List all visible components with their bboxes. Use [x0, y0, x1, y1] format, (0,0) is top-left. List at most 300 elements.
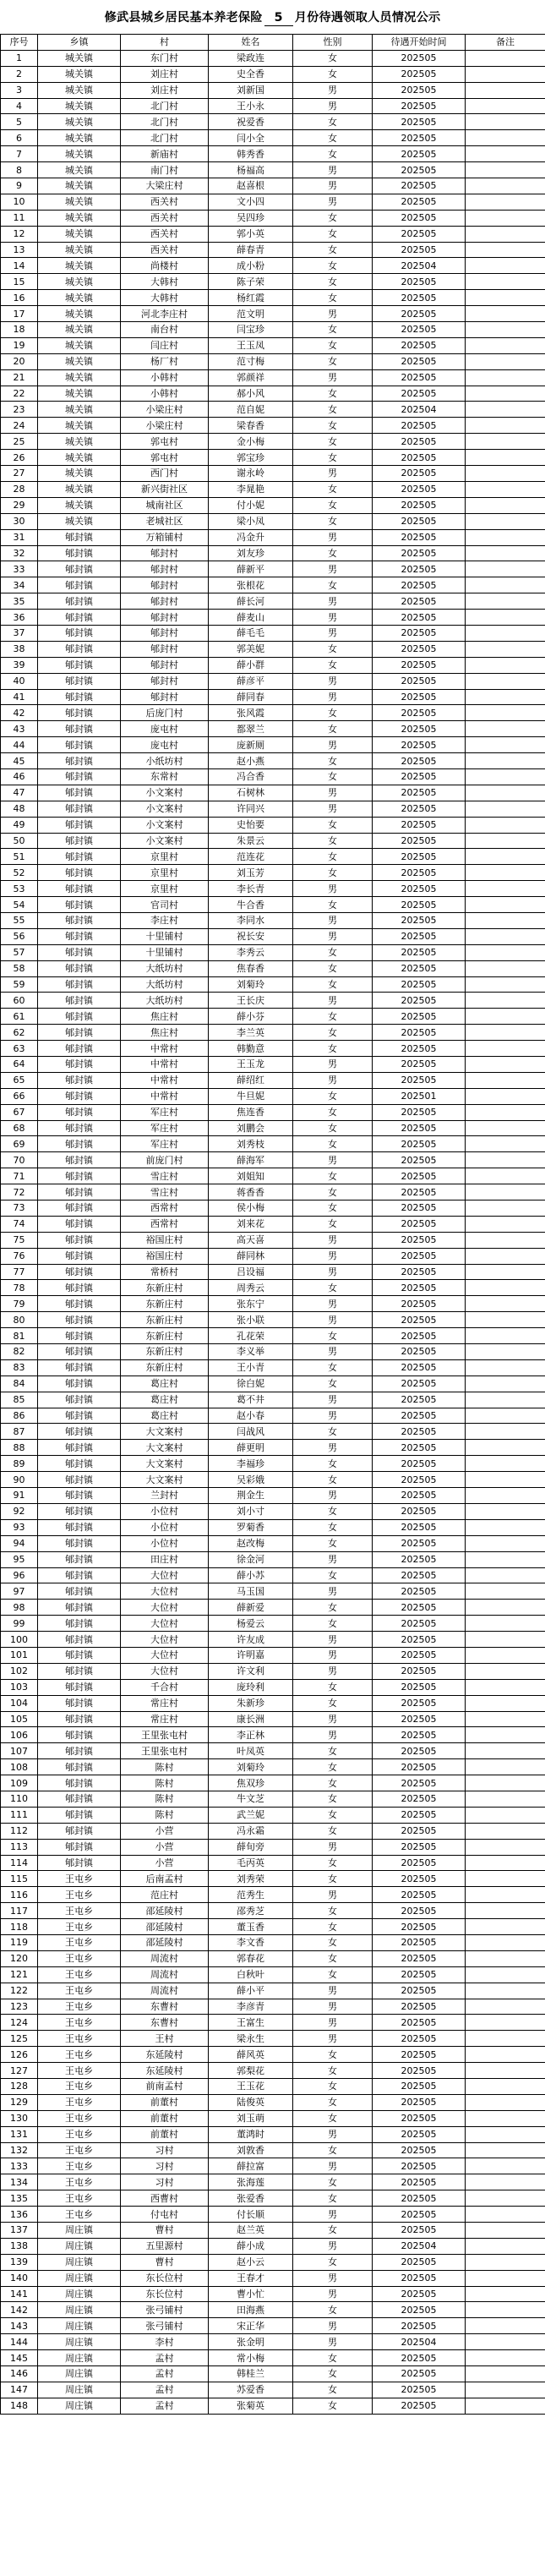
cell-remarks: [466, 1999, 545, 2015]
cell-name: 薛小成: [209, 2238, 293, 2254]
cell-township: 郇封镇: [38, 610, 121, 626]
cell-township: 王屯乡: [38, 2174, 121, 2190]
header-name: 姓名: [209, 35, 293, 51]
cell-index: 106: [1, 1727, 38, 1743]
cell-index: 138: [1, 2238, 38, 2254]
cell-remarks: [466, 337, 545, 353]
cell-gender: 女: [293, 513, 373, 529]
cell-name: 张金明: [209, 2334, 293, 2350]
cell-township: 郇封镇: [38, 1424, 121, 1440]
cell-start-date: 202505: [373, 2126, 466, 2142]
cell-township: 郇封镇: [38, 1472, 121, 1488]
cell-township: 郇封镇: [38, 529, 121, 545]
cell-name: 许友成: [209, 1632, 293, 1648]
cell-name: 冯金升: [209, 529, 293, 545]
cell-gender: 男: [293, 1248, 373, 1264]
cell-township: 城关镇: [38, 337, 121, 353]
cell-township: 城关镇: [38, 450, 121, 466]
cell-gender: 男: [293, 2286, 373, 2302]
cell-township: 周庄镇: [38, 2238, 121, 2254]
cell-start-date: 202505: [373, 865, 466, 881]
table-row: [1, 1983, 545, 1999]
table-row: [1, 2142, 545, 2158]
cell-name: 薛同林: [209, 1248, 293, 1264]
cell-start-date: 202505: [373, 1440, 466, 1456]
cell-gender: 女: [293, 66, 373, 82]
cell-name: 葛不井: [209, 1392, 293, 1408]
cell-name: 荆金生: [209, 1488, 293, 1504]
cell-remarks: [466, 1903, 545, 1919]
cell-village: 前董村: [121, 2094, 209, 2110]
cell-village: 陈村: [121, 1791, 209, 1807]
cell-village: 庞屯村: [121, 737, 209, 753]
cell-gender: 女: [293, 1535, 373, 1551]
table-row: [1, 497, 545, 513]
cell-township: 城关镇: [38, 194, 121, 210]
cell-name: 白秋叶: [209, 1966, 293, 1983]
cell-index: 53: [1, 881, 38, 897]
cell-name: 吕设福: [209, 1264, 293, 1280]
table-row: [1, 290, 545, 306]
cell-township: 郇封镇: [38, 1152, 121, 1168]
cell-gender: 女: [293, 1328, 373, 1344]
cell-name: 张爱香: [209, 2190, 293, 2207]
table-row: [1, 768, 545, 785]
cell-remarks: [466, 1983, 545, 1999]
cell-start-date: 202505: [373, 689, 466, 705]
cell-remarks: [466, 1216, 545, 1232]
cell-name: 韩秀香: [209, 146, 293, 162]
table-row: [1, 1264, 545, 1280]
cell-township: 郇封镇: [38, 1567, 121, 1583]
cell-remarks: [466, 1392, 545, 1408]
cell-remarks: [466, 753, 545, 769]
cell-remarks: [466, 721, 545, 737]
cell-start-date: 202505: [373, 849, 466, 865]
cell-village: 西关村: [121, 210, 209, 226]
cell-start-date: 202505: [373, 2158, 466, 2174]
cell-index: 9: [1, 178, 38, 194]
cell-start-date: 202505: [373, 1120, 466, 1136]
cell-gender: 男: [293, 1551, 373, 1567]
cell-name: 焦春香: [209, 960, 293, 976]
cell-start-date: 202505: [373, 513, 466, 529]
recipients-table: [0, 34, 545, 2415]
cell-name: 罗菊香: [209, 1519, 293, 1535]
cell-remarks: [466, 2047, 545, 2063]
cell-start-date: 202505: [373, 1168, 466, 1184]
cell-village: 焦庄村: [121, 1025, 209, 1041]
cell-village: 小韩村: [121, 369, 209, 386]
cell-name: 薛长河: [209, 593, 293, 610]
cell-remarks: [466, 178, 545, 194]
cell-start-date: 202505: [373, 1280, 466, 1296]
table-row: [1, 785, 545, 801]
cell-start-date: 202505: [373, 1583, 466, 1600]
header-index: 序号: [1, 35, 38, 51]
cell-gender: 男: [293, 1632, 373, 1648]
cell-township: 周庄镇: [38, 2302, 121, 2318]
cell-township: 郇封镇: [38, 833, 121, 849]
cell-village: 大文案村: [121, 1440, 209, 1456]
table-row: [1, 1392, 545, 1408]
cell-village: 小文案村: [121, 817, 209, 833]
cell-start-date: 202505: [373, 1424, 466, 1440]
cell-gender: 男: [293, 673, 373, 689]
cell-name: 薛新平: [209, 561, 293, 577]
cell-name: 祝长安: [209, 928, 293, 944]
cell-village: 葛庄村: [121, 1376, 209, 1392]
cell-index: 136: [1, 2207, 38, 2223]
cell-village: 东长位村: [121, 2270, 209, 2286]
cell-start-date: 202505: [373, 210, 466, 226]
cell-index: 74: [1, 1216, 38, 1232]
cell-start-date: 202505: [373, 2382, 466, 2398]
cell-remarks: [466, 1567, 545, 1583]
cell-gender: 男: [293, 1887, 373, 1903]
cell-township: 郇封镇: [38, 1041, 121, 1057]
cell-gender: 女: [293, 450, 373, 466]
cell-gender: 女: [293, 2382, 373, 2398]
cell-village: 尚楼村: [121, 258, 209, 274]
table-row: [1, 1551, 545, 1567]
table-row: [1, 2302, 545, 2318]
cell-name: 张小联: [209, 1312, 293, 1328]
cell-remarks: [466, 593, 545, 610]
cell-village: 东新庄村: [121, 1312, 209, 1328]
table-row: [1, 545, 545, 561]
cell-village: 刘庄村: [121, 66, 209, 82]
cell-village: 葛庄村: [121, 1408, 209, 1424]
cell-start-date: 202505: [373, 768, 466, 785]
cell-name: 徐金河: [209, 1551, 293, 1567]
cell-start-date: 202505: [373, 1232, 466, 1248]
cell-index: 32: [1, 545, 38, 561]
cell-township: 郇封镇: [38, 689, 121, 705]
cell-township: 郇封镇: [38, 1616, 121, 1632]
table-row: [1, 1408, 545, 1424]
cell-index: 91: [1, 1488, 38, 1504]
cell-village: 邵延陵村: [121, 1934, 209, 1950]
cell-village: 付屯村: [121, 2207, 209, 2223]
cell-township: 郇封镇: [38, 1359, 121, 1376]
cell-index: 83: [1, 1359, 38, 1376]
table-row: [1, 657, 545, 673]
cell-index: 94: [1, 1535, 38, 1551]
cell-gender: 男: [293, 2015, 373, 2031]
cell-remarks: [466, 146, 545, 162]
cell-remarks: [466, 1376, 545, 1392]
cell-remarks: [466, 82, 545, 98]
cell-start-date: 202505: [373, 98, 466, 114]
cell-remarks: [466, 114, 545, 130]
cell-start-date: 202505: [373, 1200, 466, 1217]
cell-township: 城关镇: [38, 418, 121, 434]
table-row: [1, 1647, 545, 1663]
cell-village: 陈村: [121, 1775, 209, 1791]
cell-village: 王村: [121, 2031, 209, 2047]
cell-start-date: 202505: [373, 450, 466, 466]
cell-index: 110: [1, 1791, 38, 1807]
cell-village: 习村: [121, 2158, 209, 2174]
cell-township: 郇封镇: [38, 881, 121, 897]
cell-name: 史全香: [209, 66, 293, 82]
cell-gender: 女: [293, 226, 373, 242]
cell-remarks: [466, 1679, 545, 1695]
cell-start-date: 202505: [373, 577, 466, 593]
table-row: [1, 1057, 545, 1073]
cell-index: 137: [1, 2223, 38, 2239]
cell-township: 郇封镇: [38, 1503, 121, 1519]
cell-township: 城关镇: [38, 66, 121, 82]
cell-gender: 女: [293, 1759, 373, 1775]
cell-name: 焦双珍: [209, 1775, 293, 1791]
cell-village: 范庄村: [121, 1887, 209, 1903]
cell-township: 郇封镇: [38, 1440, 121, 1456]
cell-index: 39: [1, 657, 38, 673]
cell-village: 前董村: [121, 2110, 209, 2126]
cell-remarks: [466, 1632, 545, 1648]
table-row: [1, 993, 545, 1009]
cell-name: 李晁艳: [209, 481, 293, 497]
cell-gender: 女: [293, 1168, 373, 1184]
cell-index: 141: [1, 2286, 38, 2302]
cell-remarks: [466, 1551, 545, 1567]
cell-index: 15: [1, 274, 38, 290]
cell-remarks: [466, 928, 545, 944]
cell-name: 范文明: [209, 306, 293, 322]
cell-name: 朱新珍: [209, 1695, 293, 1711]
cell-name: 薛同春: [209, 689, 293, 705]
cell-remarks: [466, 577, 545, 593]
table-row: [1, 1616, 545, 1632]
cell-township: 郇封镇: [38, 768, 121, 785]
cell-start-date: 202505: [373, 337, 466, 353]
cell-remarks: [466, 625, 545, 641]
cell-township: 郇封镇: [38, 1839, 121, 1855]
table-row: [1, 912, 545, 928]
page-title: [0, 0, 545, 34]
cell-index: 135: [1, 2190, 38, 2207]
cell-name: 赵小云: [209, 2254, 293, 2270]
cell-remarks: [466, 944, 545, 960]
cell-start-date: 202505: [373, 50, 466, 66]
cell-index: 48: [1, 801, 38, 817]
table-row: [1, 2126, 545, 2142]
cell-start-date: 202504: [373, 2238, 466, 2254]
cell-index: 22: [1, 386, 38, 402]
cell-gender: 女: [293, 242, 373, 258]
cell-gender: 女: [293, 1424, 373, 1440]
cell-remarks: [466, 1711, 545, 1727]
cell-village: 孟村: [121, 2366, 209, 2382]
cell-start-date: 202505: [373, 1344, 466, 1360]
cell-remarks: [466, 960, 545, 976]
cell-name: 王玉龙: [209, 1057, 293, 1073]
cell-township: 周庄镇: [38, 2350, 121, 2366]
cell-township: 城关镇: [38, 50, 121, 66]
cell-index: 116: [1, 1887, 38, 1903]
cell-village: 五里源村: [121, 2238, 209, 2254]
cell-name: 梁春香: [209, 418, 293, 434]
cell-start-date: 202505: [373, 1807, 466, 1823]
cell-start-date: 202505: [373, 1567, 466, 1583]
cell-name: 李正林: [209, 1727, 293, 1743]
cell-start-date: 202505: [373, 641, 466, 657]
cell-index: 100: [1, 1632, 38, 1648]
cell-index: 62: [1, 1025, 38, 1041]
cell-village: 郇封村: [121, 689, 209, 705]
cell-gender: 女: [293, 2047, 373, 2063]
cell-township: 郇封镇: [38, 912, 121, 928]
cell-township: 城关镇: [38, 242, 121, 258]
cell-start-date: 202505: [373, 162, 466, 178]
cell-township: 城关镇: [38, 114, 121, 130]
cell-start-date: 202505: [373, 529, 466, 545]
table-row: [1, 2094, 545, 2110]
cell-township: 王屯乡: [38, 1999, 121, 2015]
cell-index: 98: [1, 1600, 38, 1616]
cell-start-date: 202505: [373, 114, 466, 130]
cell-start-date: 202505: [373, 657, 466, 673]
table-row: [1, 194, 545, 210]
cell-township: 郇封镇: [38, 1120, 121, 1136]
cell-index: 146: [1, 2366, 38, 2382]
cell-start-date: 202505: [373, 2079, 466, 2095]
cell-village: 东延陵村: [121, 2047, 209, 2063]
table-row: [1, 242, 545, 258]
cell-index: 58: [1, 960, 38, 976]
cell-gender: 女: [293, 545, 373, 561]
cell-index: 64: [1, 1057, 38, 1073]
table-row: [1, 1456, 545, 1472]
cell-start-date: 202505: [373, 1743, 466, 1759]
cell-village: 新庙村: [121, 146, 209, 162]
cell-remarks: [466, 897, 545, 913]
cell-gender: 女: [293, 1903, 373, 1919]
table-row: [1, 2207, 545, 2223]
cell-gender: 女: [293, 1472, 373, 1488]
cell-township: 郇封镇: [38, 1600, 121, 1616]
cell-township: 城关镇: [38, 210, 121, 226]
cell-name: 牛合香: [209, 897, 293, 913]
cell-start-date: 202505: [373, 545, 466, 561]
cell-index: 124: [1, 2015, 38, 2031]
table-row: [1, 2190, 545, 2207]
cell-township: 王屯乡: [38, 2047, 121, 2063]
cell-township: 周庄镇: [38, 2366, 121, 2382]
cell-village: 西曹村: [121, 2190, 209, 2207]
cell-index: 122: [1, 1983, 38, 1999]
cell-index: 60: [1, 993, 38, 1009]
cell-name: 薛小芬: [209, 1009, 293, 1025]
cell-index: 43: [1, 721, 38, 737]
cell-village: 小营: [121, 1855, 209, 1871]
cell-index: 119: [1, 1934, 38, 1950]
cell-gender: 女: [293, 960, 373, 976]
cell-gender: 女: [293, 50, 373, 66]
cell-township: 郇封镇: [38, 625, 121, 641]
cell-village: 习村: [121, 2142, 209, 2158]
cell-name: 许同兴: [209, 801, 293, 817]
cell-township: 郇封镇: [38, 865, 121, 881]
cell-township: 郇封镇: [38, 673, 121, 689]
cell-name: 李兰英: [209, 1025, 293, 1041]
cell-gender: 女: [293, 1871, 373, 1887]
cell-index: 17: [1, 306, 38, 322]
cell-remarks: [466, 1839, 545, 1855]
cell-township: 王屯乡: [38, 1966, 121, 1983]
cell-remarks: [466, 1488, 545, 1504]
cell-name: 李秀云: [209, 944, 293, 960]
table-row: [1, 1312, 545, 1328]
cell-index: 75: [1, 1232, 38, 1248]
cell-name: 王春才: [209, 2270, 293, 2286]
cell-name: 薛彦平: [209, 673, 293, 689]
cell-name: 薛小平: [209, 1983, 293, 1999]
cell-village: 万箱铺村: [121, 529, 209, 545]
cell-index: 147: [1, 2382, 38, 2398]
cell-township: 郇封镇: [38, 928, 121, 944]
cell-index: 101: [1, 1647, 38, 1663]
cell-village: 雪庄村: [121, 1184, 209, 1200]
cell-township: 城关镇: [38, 274, 121, 290]
cell-village: 庞屯村: [121, 721, 209, 737]
cell-village: 十里铺村: [121, 944, 209, 960]
table-row: [1, 944, 545, 960]
cell-gender: 男: [293, 1232, 373, 1248]
cell-gender: 男: [293, 561, 373, 577]
cell-remarks: [466, 912, 545, 928]
cell-remarks: [466, 2142, 545, 2158]
cell-township: 郇封镇: [38, 801, 121, 817]
table-row: [1, 1025, 545, 1041]
cell-remarks: [466, 2286, 545, 2302]
cell-index: 40: [1, 673, 38, 689]
cell-remarks: [466, 1136, 545, 1152]
cell-township: 城关镇: [38, 82, 121, 98]
cell-township: 周庄镇: [38, 2270, 121, 2286]
cell-index: 95: [1, 1551, 38, 1567]
cell-index: 35: [1, 593, 38, 610]
cell-index: 26: [1, 450, 38, 466]
cell-index: 20: [1, 353, 38, 369]
cell-township: 郇封镇: [38, 849, 121, 865]
cell-start-date: 202505: [373, 226, 466, 242]
cell-index: 89: [1, 1456, 38, 1472]
cell-gender: 男: [293, 1440, 373, 1456]
cell-start-date: 202505: [373, 1296, 466, 1312]
cell-start-date: 202505: [373, 1871, 466, 1887]
cell-start-date: 202505: [373, 912, 466, 928]
table-row: [1, 1695, 545, 1711]
cell-village: 后南孟村: [121, 1871, 209, 1887]
cell-start-date: 202505: [373, 1312, 466, 1328]
table-row: [1, 1839, 545, 1855]
table-row: [1, 1041, 545, 1057]
cell-name: 赵小春: [209, 1408, 293, 1424]
cell-name: 张菊英: [209, 2398, 293, 2414]
cell-gender: 女: [293, 1200, 373, 1217]
cell-name: 许文利: [209, 1663, 293, 1679]
table-row: [1, 146, 545, 162]
cell-remarks: [466, 2223, 545, 2239]
cell-village: 裕国庄村: [121, 1248, 209, 1264]
cell-village: 大文案村: [121, 1424, 209, 1440]
cell-gender: 女: [293, 114, 373, 130]
cell-gender: 女: [293, 1567, 373, 1583]
cell-name: 郭小英: [209, 226, 293, 242]
